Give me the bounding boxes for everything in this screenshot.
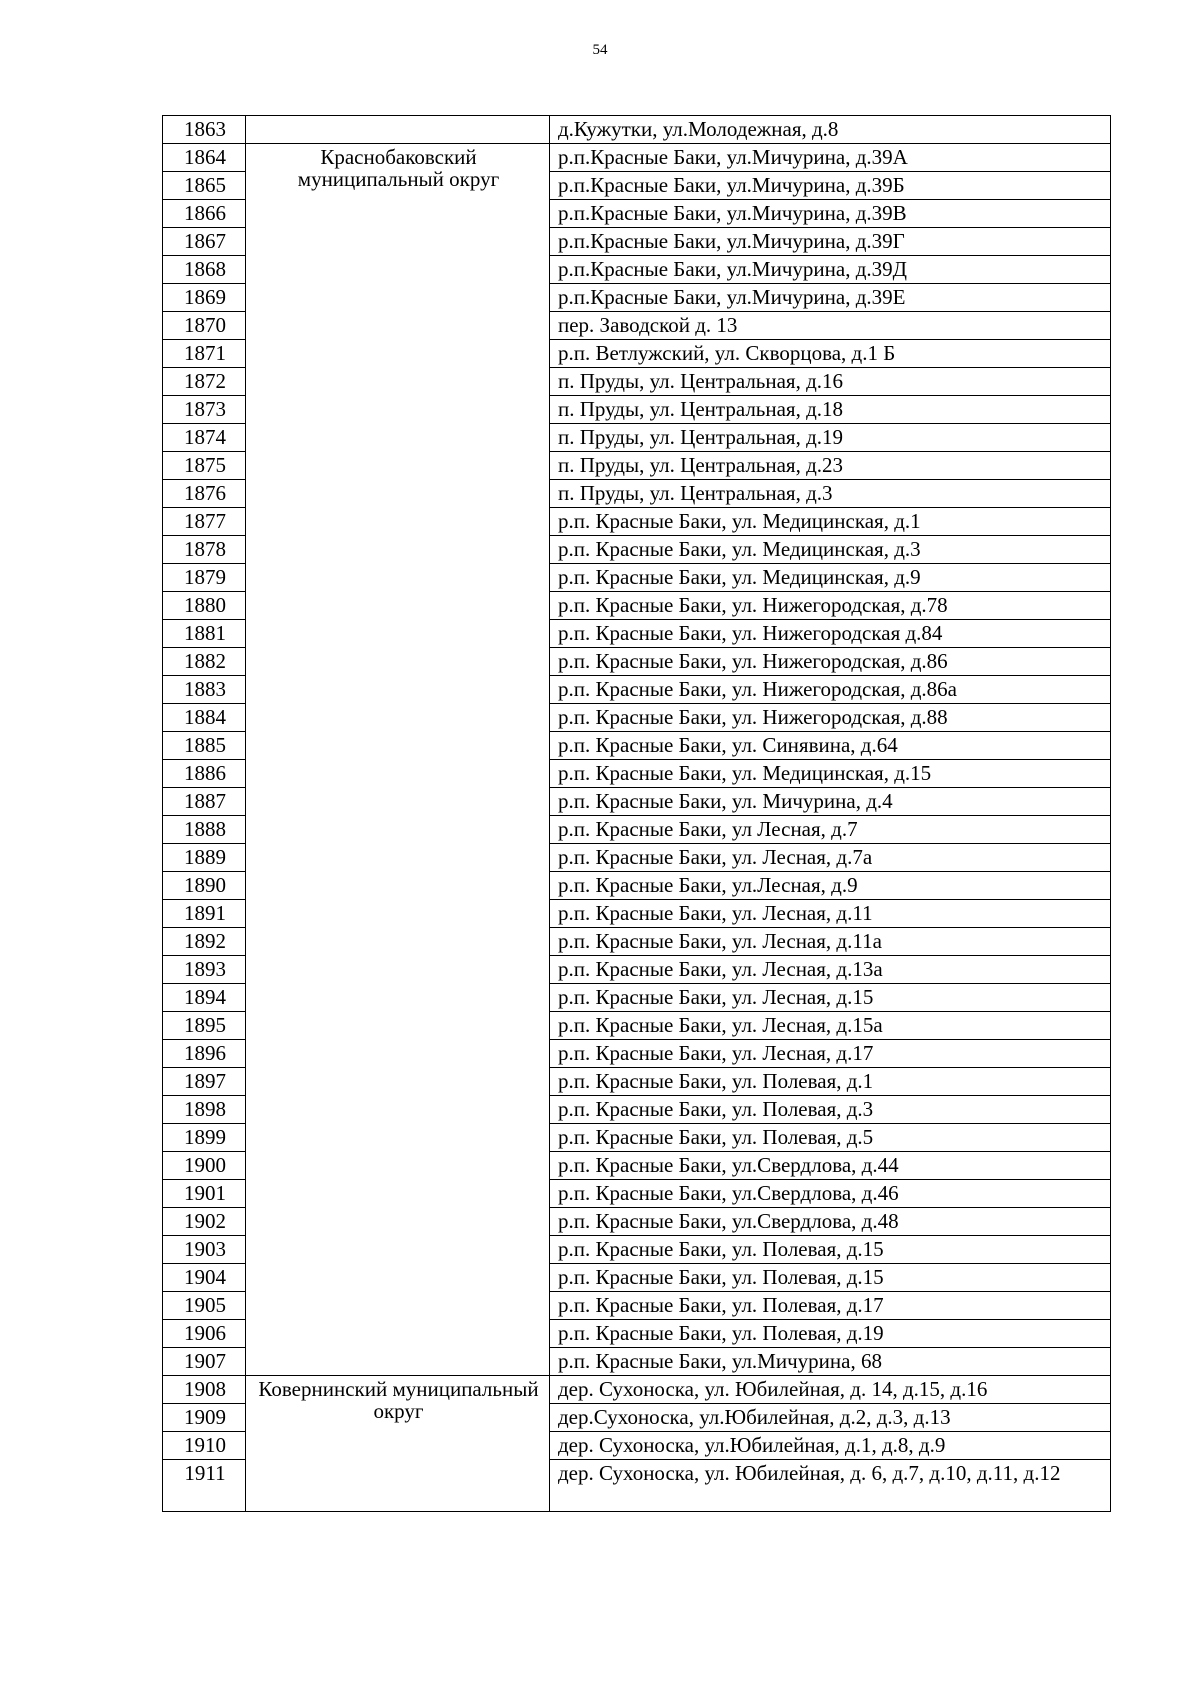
address-cell: р.п. Красные Баки, ул. Лесная, д.11: [550, 900, 1111, 928]
row-number-cell: 1882: [163, 648, 246, 676]
page-number: 54: [592, 42, 608, 58]
row-number-cell: 1911: [163, 1460, 246, 1512]
row-number-cell: 1891: [163, 900, 246, 928]
address-cell: р.п. Красные Баки, ул. Полевая, д.15: [550, 1236, 1111, 1264]
address-cell: р.п. Красные Баки, ул. Лесная, д.13а: [550, 956, 1111, 984]
row-number-cell: 1893: [163, 956, 246, 984]
row-number-cell: 1881: [163, 620, 246, 648]
address-cell: р.п. Красные Баки, ул. Нижегородская, д.86: [550, 648, 1111, 676]
address-cell: р.п. Красные Баки, ул. Синявина, д.64: [550, 732, 1111, 760]
address-cell: дер.Сухоноска, ул.Юбилейная, д.2, д.3, д.13: [550, 1404, 1111, 1432]
address-cell: р.п. Красные Баки, ул. Лесная, д.15а: [550, 1012, 1111, 1040]
table-row: [163, 1376, 1111, 1404]
address-cell: д.Кужутки, ул.Молодежная, д.8: [550, 116, 1111, 144]
table-row: [163, 144, 1111, 172]
row-number-cell: 1866: [163, 200, 246, 228]
address-cell: р.п.Красные Баки, ул.Мичурина, д.39Б: [550, 172, 1111, 200]
address-cell: р.п. Красные Баки, ул.Свердлова, д.46: [550, 1180, 1111, 1208]
address-cell: пер. Заводской д. 13: [550, 312, 1111, 340]
address-cell: р.п.Красные Баки, ул.Мичурина, д.39А: [550, 144, 1111, 172]
row-number-cell: 1872: [163, 368, 246, 396]
district-cell: Ковернинский муниципальный округ: [246, 1376, 550, 1512]
register-body: [163, 116, 1111, 1512]
address-cell: п. Пруды, ул. Центральная, д.3: [550, 480, 1111, 508]
address-cell: п. Пруды, ул. Центральная, д.23: [550, 452, 1111, 480]
row-number-cell: 1877: [163, 508, 246, 536]
address-cell: р.п. Красные Баки, ул. Нижегородская, д.86а: [550, 676, 1111, 704]
address-register-table: [162, 115, 1111, 1512]
row-number-cell: 1909: [163, 1404, 246, 1432]
address-cell: р.п. Красные Баки, ул. Нижегородская, д.78: [550, 592, 1111, 620]
row-number-cell: 1896: [163, 1040, 246, 1068]
address-cell: р.п. Красные Баки, ул. Полевая, д.5: [550, 1124, 1111, 1152]
address-cell: р.п. Красные Баки, ул. Медицинская, д.9: [550, 564, 1111, 592]
address-cell: р.п.Красные Баки, ул.Мичурина, д.39Е: [550, 284, 1111, 312]
row-number-cell: 1871: [163, 340, 246, 368]
address-cell: р.п. Красные Баки, ул. Медицинская, д.15: [550, 760, 1111, 788]
address-cell: р.п. Красные Баки, ул. Мичурина, д.4: [550, 788, 1111, 816]
row-number-cell: 1890: [163, 872, 246, 900]
row-number-cell: 1889: [163, 844, 246, 872]
address-cell: р.п. Красные Баки, ул. Медицинская, д.3: [550, 536, 1111, 564]
address-cell: п. Пруды, ул. Центральная, д.19: [550, 424, 1111, 452]
address-cell: р.п. Красные Баки, ул. Полевая, д.1: [550, 1068, 1111, 1096]
row-number-cell: 1906: [163, 1320, 246, 1348]
row-number-cell: 1905: [163, 1292, 246, 1320]
row-number-cell: 1885: [163, 732, 246, 760]
row-number-cell: 1897: [163, 1068, 246, 1096]
address-cell: р.п.Красные Баки, ул.Мичурина, д.39Г: [550, 228, 1111, 256]
address-cell: п. Пруды, ул. Центральная, д.18: [550, 396, 1111, 424]
row-number-cell: 1867: [163, 228, 246, 256]
district-cell: [246, 116, 550, 144]
address-cell: дер. Сухоноска, ул.Юбилейная, д.1, д.8, д.9: [550, 1432, 1111, 1460]
address-cell: р.п. Красные Баки, ул. Полевая, д.19: [550, 1320, 1111, 1348]
address-cell: р.п. Красные Баки, ул.Свердлова, д.48: [550, 1208, 1111, 1236]
row-number-cell: 1898: [163, 1096, 246, 1124]
address-cell: р.п. Красные Баки, ул. Полевая, д.3: [550, 1096, 1111, 1124]
row-number-cell: 1868: [163, 256, 246, 284]
row-number-cell: 1873: [163, 396, 246, 424]
row-number-cell: 1887: [163, 788, 246, 816]
row-number-cell: 1865: [163, 172, 246, 200]
row-number-cell: 1903: [163, 1236, 246, 1264]
row-number-cell: 1899: [163, 1124, 246, 1152]
row-number-cell: 1879: [163, 564, 246, 592]
row-number-cell: 1904: [163, 1264, 246, 1292]
address-cell: р.п. Красные Баки, ул.Мичурина, 68: [550, 1348, 1111, 1376]
address-cell: дер. Сухоноска, ул. Юбилейная, д. 14, д.15, д.16: [550, 1376, 1111, 1404]
row-number-cell: 1901: [163, 1180, 246, 1208]
row-number-cell: 1900: [163, 1152, 246, 1180]
address-cell: дер. Сухоноска, ул. Юбилейная, д. 6, д.7, д.10, д.11, д.12: [550, 1460, 1111, 1512]
address-cell: р.п.Красные Баки, ул.Мичурина, д.39Д: [550, 256, 1111, 284]
address-cell: р.п. Красные Баки, ул. Полевая, д.15: [550, 1264, 1111, 1292]
row-number-cell: 1864: [163, 144, 246, 172]
row-number-cell: 1888: [163, 816, 246, 844]
row-number-cell: 1908: [163, 1376, 246, 1404]
row-number-cell: 1894: [163, 984, 246, 1012]
address-cell: р.п. Красные Баки, ул.Лесная, д.9: [550, 872, 1111, 900]
row-number-cell: 1880: [163, 592, 246, 620]
address-cell: р.п. Красные Баки, ул. Лесная, д.7а: [550, 844, 1111, 872]
address-cell: р.п. Красные Баки, ул. Полевая, д.17: [550, 1292, 1111, 1320]
row-number-cell: 1878: [163, 536, 246, 564]
row-number-cell: 1876: [163, 480, 246, 508]
address-cell: п. Пруды, ул. Центральная, д.16: [550, 368, 1111, 396]
row-number-cell: 1870: [163, 312, 246, 340]
address-cell: р.п. Красные Баки, ул. Лесная, д.15: [550, 984, 1111, 1012]
row-number-cell: 1884: [163, 704, 246, 732]
address-cell: р.п. Красные Баки, ул. Лесная, д.17: [550, 1040, 1111, 1068]
address-cell: р.п. Красные Баки, ул Лесная, д.7: [550, 816, 1111, 844]
table-row: [163, 116, 1111, 144]
row-number-cell: 1886: [163, 760, 246, 788]
district-cell: Краснобаковский муниципальный округ: [246, 144, 550, 1376]
row-number-cell: 1910: [163, 1432, 246, 1460]
address-cell: р.п. Красные Баки, ул. Нижегородская, д.88: [550, 704, 1111, 732]
address-cell: р.п. Красные Баки, ул.Свердлова, д.44: [550, 1152, 1111, 1180]
address-cell: р.п. Красные Баки, ул. Медицинская, д.1: [550, 508, 1111, 536]
row-number-cell: 1875: [163, 452, 246, 480]
address-cell: р.п. Ветлужский, ул. Скворцова, д.1 Б: [550, 340, 1111, 368]
row-number-cell: 1907: [163, 1348, 246, 1376]
address-cell: р.п. Красные Баки, ул. Лесная, д.11а: [550, 928, 1111, 956]
row-number-cell: 1902: [163, 1208, 246, 1236]
row-number-cell: 1895: [163, 1012, 246, 1040]
row-number-cell: 1892: [163, 928, 246, 956]
row-number-cell: 1869: [163, 284, 246, 312]
row-number-cell: 1863: [163, 116, 246, 144]
address-cell: р.п.Красные Баки, ул.Мичурина, д.39В: [550, 200, 1111, 228]
row-number-cell: 1874: [163, 424, 246, 452]
address-cell: р.п. Красные Баки, ул. Нижегородская д.84: [550, 620, 1111, 648]
row-number-cell: 1883: [163, 676, 246, 704]
